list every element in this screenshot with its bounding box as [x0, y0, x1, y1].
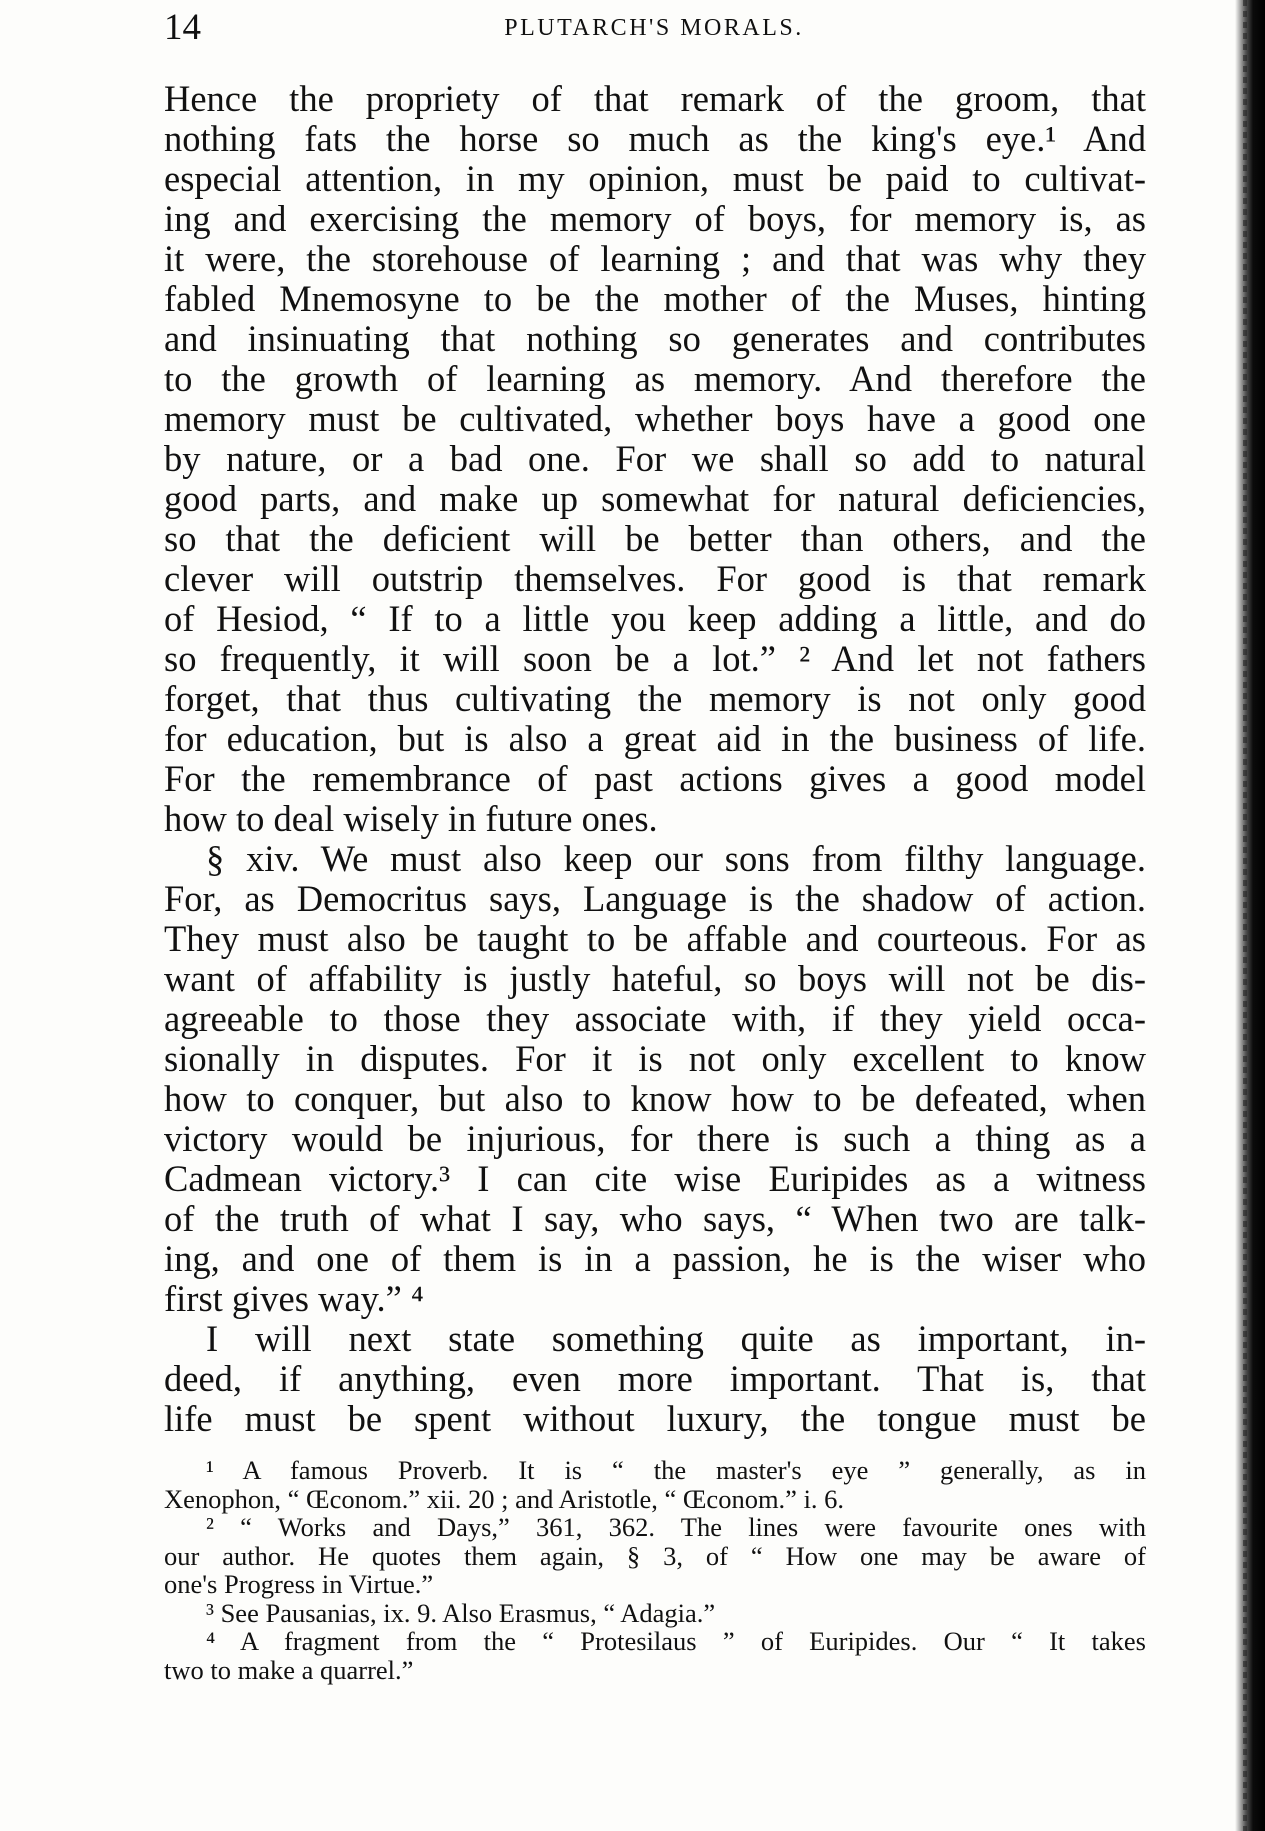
text-line: sionally in disputes. For it is not only excellent to know: [164, 1038, 1146, 1079]
text-line: life must be spent without luxury, the tongue must be: [164, 1398, 1146, 1439]
footnotes: [164, 1456, 1146, 1684]
text-line: want of affability is justly hateful, so boys will not be dis-: [164, 958, 1146, 999]
text-line: how to conquer, but also to know how to be defeated, when: [164, 1078, 1146, 1119]
footnote-line: ⁴ A fragment from the “ Protesilaus ” of Euripides. Our “ It takes: [206, 1626, 1146, 1656]
text-line: nothing fats the horse so much as the king's eye.¹ And: [164, 118, 1146, 159]
text-line: of Hesiod, “ If to a little you keep adding a little, and do: [164, 598, 1146, 639]
footnote-line: our author. He quotes them again, § 3, of “ How one may be aware of: [164, 1540, 1146, 1571]
text-line: and insinuating that nothing so generates and contributes: [164, 318, 1146, 359]
section-heading-line: § xiv. We must also keep our sons from filthy language.: [206, 838, 1146, 879]
text-line: deed, if anything, even more important. That is, that: [164, 1358, 1146, 1399]
text-line: for education, but is also a great aid in the business of life.: [164, 718, 1146, 759]
text-line: by nature, or a bad one. For we shall so add to natural: [164, 438, 1146, 479]
text-line: ing and exercising the memory of boys, for memory is, as: [164, 198, 1146, 239]
page-header: [164, 6, 1144, 50]
text-line: it were, the storehouse of learning ; and that was why they: [164, 238, 1146, 279]
footnote-line: ³ See Pausanias, ix. 9. Also Erasmus, “ Adagia.”: [206, 1597, 716, 1628]
text-line: of the truth of what I say, who says, “ When two are talk-: [164, 1198, 1146, 1239]
text-line: I will next state something quite as important, in-: [206, 1318, 1146, 1359]
text-line: ing, and one of them is in a passion, he is the wiser who: [164, 1238, 1146, 1279]
text-line: fabled Mnemosyne to be the mother of the Muses, hinting: [164, 278, 1146, 319]
text-line: For the remembrance of past actions gives a good model: [164, 758, 1146, 799]
text-line: especial attention, in my opinion, must be paid to cultivat-: [164, 158, 1146, 199]
text-line: Hence the propriety of that remark of the groom, that: [164, 78, 1146, 119]
running-head: PLUTARCH'S MORALS.: [504, 15, 804, 41]
body-text: [164, 79, 1146, 1439]
text-line: how to deal wisely in future ones.: [164, 798, 658, 839]
text-line: to the growth of learning as memory. And therefore the: [164, 358, 1146, 399]
text-line: so frequently, it will soon be a lot.” ² And let not fathers: [164, 638, 1146, 679]
page-number: 14: [164, 7, 201, 48]
text-line: memory must be cultivated, whether boys have a good one: [164, 398, 1146, 439]
text-line: forget, that thus cultivating the memory is not only good: [164, 678, 1146, 719]
text-line: victory would be injurious, for there is such a thing as a: [164, 1118, 1146, 1159]
footnote-line: ² “ Works and Days,” 361, 362. The lines were favourite ones with: [206, 1512, 1146, 1542]
text-line: so that the deficient will be better than others, and the: [164, 518, 1146, 559]
footnote-line: Xenophon, “ Œconom.” xii. 20 ; and Aristotle, “ Œconom.” i. 6.: [164, 1483, 845, 1514]
footnote-line: two to make a quarrel.”: [164, 1654, 414, 1685]
page-binding-edge: [1235, 0, 1265, 1831]
footnote-line: one's Progress in Virtue.”: [164, 1569, 434, 1599]
text-line: Cadmean victory.³ I can cite wise Euripides as a witness: [164, 1158, 1146, 1199]
text-line: clever will outstrip themselves. For good is that remark: [164, 558, 1146, 599]
text-line: agreeable to those they associate with, if they yield occa-: [164, 998, 1146, 1039]
footnote-line: ¹ A famous Proverb. It is “ the master's eye ” generally, as in: [206, 1455, 1146, 1485]
text-line: They must also be taught to be affable and courteous. For as: [164, 918, 1146, 959]
text-line: good parts, and make up somewhat for natural deficiencies,: [164, 478, 1146, 519]
text-line: For, as Democritus says, Language is the shadow of action.: [164, 878, 1146, 919]
text-line: first gives way.” ⁴: [164, 1278, 424, 1319]
